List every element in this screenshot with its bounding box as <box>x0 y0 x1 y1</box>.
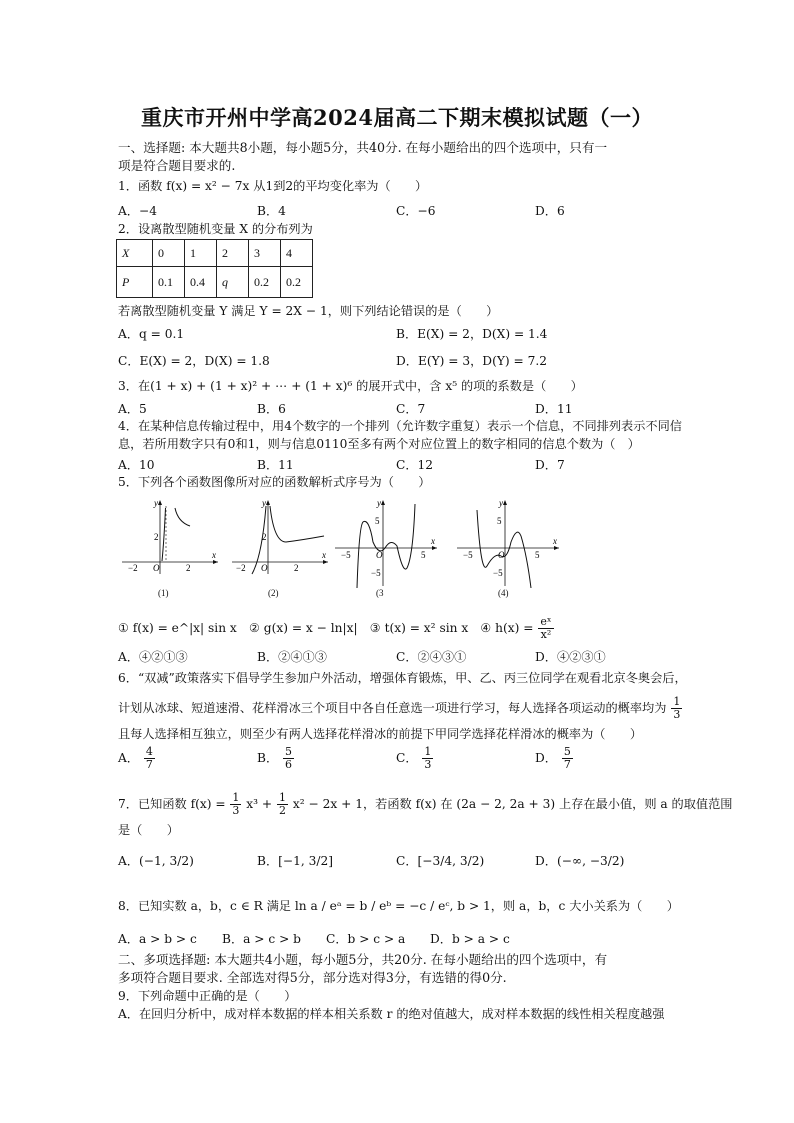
svg-text:x: x <box>431 536 435 546</box>
graph-3 <box>333 496 441 588</box>
q7-line2: 是（ ） <box>118 823 179 837</box>
table-cell: P <box>117 267 153 298</box>
q6-prob-den: 3 <box>673 708 681 721</box>
q6-option-b <box>257 746 295 771</box>
q3-option-b: B．6 <box>257 402 286 416</box>
q4-option-c: C．12 <box>396 458 434 472</box>
q6-option-a <box>118 746 156 771</box>
svg-text:y: y <box>377 498 381 508</box>
q5-option-d: D．④②③① <box>535 650 606 664</box>
q5-frac-num: eˣ <box>540 615 552 628</box>
q4-option-b: B．11 <box>257 458 294 472</box>
table-cell: 0.2 <box>249 267 281 298</box>
graph-1 <box>120 496 220 576</box>
q8-option-d: D．b > a > c <box>430 932 510 946</box>
q3-option-d: D．11 <box>535 402 573 416</box>
q2-stem2: 若离散型随机变量 Y 满足 Y = 2X − 1，则下列结论错误的是（ ） <box>118 304 499 318</box>
q7-option-d: D．(−∞, −3/2) <box>535 854 625 868</box>
graph-2-caption: (2) <box>268 588 279 598</box>
svg-text:2: 2 <box>294 563 299 573</box>
q2-option-c: C．E(X) = 2，D(X) = 1.8 <box>118 354 270 368</box>
q6-option-c <box>396 746 434 771</box>
q7-option-a: A．(−1, 3/2) <box>118 854 194 868</box>
distribution-table <box>116 239 313 298</box>
q6-line2 <box>118 696 683 721</box>
q1-option-c: C．−6 <box>396 204 436 218</box>
table-row <box>117 240 313 267</box>
svg-text:2: 2 <box>186 563 191 573</box>
q6-line2-text: 计划从冰球、短道速滑、花样滑冰三个项目中各自任意选一项进行学习，每人选择各项运动的概率均为 <box>118 701 667 715</box>
exam-title: 重庆市开州中学高2024届高二下期末模拟试题（一） <box>141 105 653 130</box>
graph-3-caption: (3 <box>376 588 384 598</box>
q2-option-d: D．E(Y) = 3，D(Y) = 7.2 <box>396 354 547 368</box>
q6-c-den: 3 <box>424 758 432 771</box>
svg-text:−5: −5 <box>463 550 473 560</box>
table-cell: 0.1 <box>153 267 185 298</box>
table-cell: 2 <box>217 240 249 267</box>
svg-text:2: 2 <box>154 532 159 542</box>
q1-stem: 1．函数 f(x) = x² − 7x 从1到2的平均变化率为（ ） <box>118 179 428 193</box>
svg-text:x: x <box>553 536 557 546</box>
graph-4-caption: (4) <box>498 588 509 598</box>
q7-part-a: 7．已知函数 f(x) = <box>118 797 226 811</box>
q6-option-d <box>535 746 574 771</box>
q8-option-c: C．b > c > a <box>326 932 406 946</box>
table-cell: q <box>217 267 249 298</box>
section1-line1: 一、选择题: 本大题共8小题，每小题5分，共40分. 在每小题给出的四个选项中，只有一 <box>118 140 608 155</box>
graph-2 <box>230 496 330 576</box>
svg-text:y: y <box>154 498 158 508</box>
option-label: C． <box>396 751 418 765</box>
q3-stem: 3．在(1 + x) + (1 + x)² + ⋯ + (1 + x)⁶ 的展开式中，含 x⁵ 的项的系数是（ ） <box>118 379 583 393</box>
q2-option-b: B．E(X) = 2，D(X) = 1.4 <box>396 327 548 341</box>
q7-option-c: C．[−3/4, 3/2) <box>396 854 485 868</box>
svg-text:O: O <box>261 563 268 573</box>
svg-text:x: x <box>322 550 326 560</box>
q6-prob-num: 1 <box>673 695 681 708</box>
q6-a-den: 7 <box>145 758 153 771</box>
table-cell: 0.2 <box>281 267 313 298</box>
table-cell: 4 <box>281 240 313 267</box>
q7-part-c: x² − 2x + 1，若函数 f(x) 在 (2a − 2, 2a + 3) 上存在最小值，则 a 的取值范围 <box>292 797 733 811</box>
q1-option-b: B．4 <box>257 204 286 218</box>
q8-option-a: A．a > b > c <box>118 932 197 946</box>
svg-text:5: 5 <box>421 550 426 560</box>
svg-text:x: x <box>212 550 216 560</box>
svg-text:y: y <box>499 498 503 508</box>
table-cell: 0 <box>153 240 185 267</box>
q5-formula-text: ① f(x) = e^|x| sin x ② g(x) = x − ln|x| ③ t(x) = x² sin x ④ h(x) = <box>118 621 534 635</box>
q6-d-num: 5 <box>563 745 571 758</box>
q6-line1: 6．“双减”政策落实下倡导学生参加户外活动，增强体育锻炼，甲、乙、丙三位同学在观看北京冬奥会后， <box>118 671 687 685</box>
section1-line2: 项是符合题目要求的. <box>118 158 236 173</box>
q6-c-num: 1 <box>424 745 432 758</box>
q6-b-num: 5 <box>285 745 293 758</box>
q5-frac-den: x² <box>540 628 552 641</box>
table-cell: 0.4 <box>185 267 217 298</box>
q5-option-c: C．②④③① <box>396 650 467 664</box>
svg-text:O: O <box>376 550 383 560</box>
svg-text:−5: −5 <box>493 568 503 578</box>
svg-text:−5: −5 <box>341 550 351 560</box>
svg-text:5: 5 <box>535 550 540 560</box>
q5-option-b: B．②④①③ <box>257 650 327 664</box>
option-label: D． <box>535 751 557 765</box>
q4-option-a: A．10 <box>118 458 155 472</box>
q3-option-c: C．7 <box>396 402 426 416</box>
q6-d-den: 7 <box>563 758 571 771</box>
svg-text:y: y <box>262 498 266 508</box>
q2-option-a: A．q = 0.1 <box>118 327 185 341</box>
q8-stem: 8．已知实数 a，b，c ∈ R 满足 ln a / eᵃ = b / eᵇ = −c / eᶜ, b > 1，则 a，b，c 大小关系为（ ） <box>118 899 679 913</box>
q7-option-b: B．[−1, 3/2] <box>257 854 333 868</box>
svg-text:−5: −5 <box>371 568 381 578</box>
q3-option-a: A．5 <box>118 402 147 416</box>
option-label: B． <box>257 751 279 765</box>
q4-option-d: D．7 <box>535 458 565 472</box>
q6-a-num: 4 <box>145 745 153 758</box>
svg-text:2: 2 <box>262 532 267 542</box>
q4-line1: 4．在某种信息传输过程中，用4个数字的一个排列（允许数字重复）表示一个信息，不同排列表示不同信 <box>118 419 682 433</box>
section2-line1: 二、多项选择题: 本大题共4小题，每小题5分，共20分. 在每小题给出的四个选项中，有 <box>118 952 608 967</box>
q6-b-den: 6 <box>285 758 293 771</box>
section2-line2: 多项符合题目要求. 全部选对得5分，部分选对得3分，有选错的得0分. <box>118 970 507 985</box>
svg-text:5: 5 <box>497 516 502 526</box>
svg-text:−2: −2 <box>236 563 246 573</box>
table-cell: 1 <box>185 240 217 267</box>
svg-text:5: 5 <box>375 516 380 526</box>
q5-formulas <box>118 616 555 641</box>
svg-text:−2: −2 <box>128 563 138 573</box>
q4-line2: 息，若所用数字只有0和1，则与信息0110至多有两个对应位置上的数字相同的信息个数为（ ） <box>118 437 640 451</box>
table-row <box>117 267 313 298</box>
q6-line3: 且每人选择相互独立，则至少有两人选择花样滑冰的前提下甲同学选择花样滑冰的概率为（ ） <box>118 727 643 741</box>
svg-text:O: O <box>153 563 160 573</box>
q5-fraction <box>538 616 553 641</box>
q5-option-a: A．④②①③ <box>118 650 188 664</box>
q9-stem: 9．下列命题中正确的是（ ） <box>118 989 297 1003</box>
q7-line1: 7．已知函数 f(x) = $\frac{1}{3}$ x³ + $\frac{1}{2}$ x² − 2x + 1，若函数 f(x) 在 (2a − 2, 2a + 3) 上存在最小值，则 a 的取值范围 <box>118 791 733 817</box>
table-cell: 3 <box>249 240 281 267</box>
option-label: A． <box>118 751 139 765</box>
q7-part-b: x³ + <box>246 797 273 811</box>
svg-text:O: O <box>498 550 505 560</box>
table-cell: X <box>117 240 153 267</box>
q5-stem: 5．下列各个函数图像所对应的函数解析式序号为（ ） <box>118 475 431 489</box>
q6-prob-fraction <box>671 696 682 721</box>
q2-stem: 2．设离散型随机变量 X 的分布列为 <box>118 222 313 236</box>
q9-option-a: A．在回归分析中，成对样本数据的样本相关系数 r 的绝对值越大，成对样本数据的线性相关程度越强 <box>118 1007 665 1021</box>
q1-option-a: A．−4 <box>118 204 157 218</box>
graph-1-caption: (1) <box>158 588 169 598</box>
graph-4 <box>455 496 563 588</box>
q1-option-d: D．6 <box>535 204 565 218</box>
q8-option-b: B．a > c > b <box>222 932 301 946</box>
